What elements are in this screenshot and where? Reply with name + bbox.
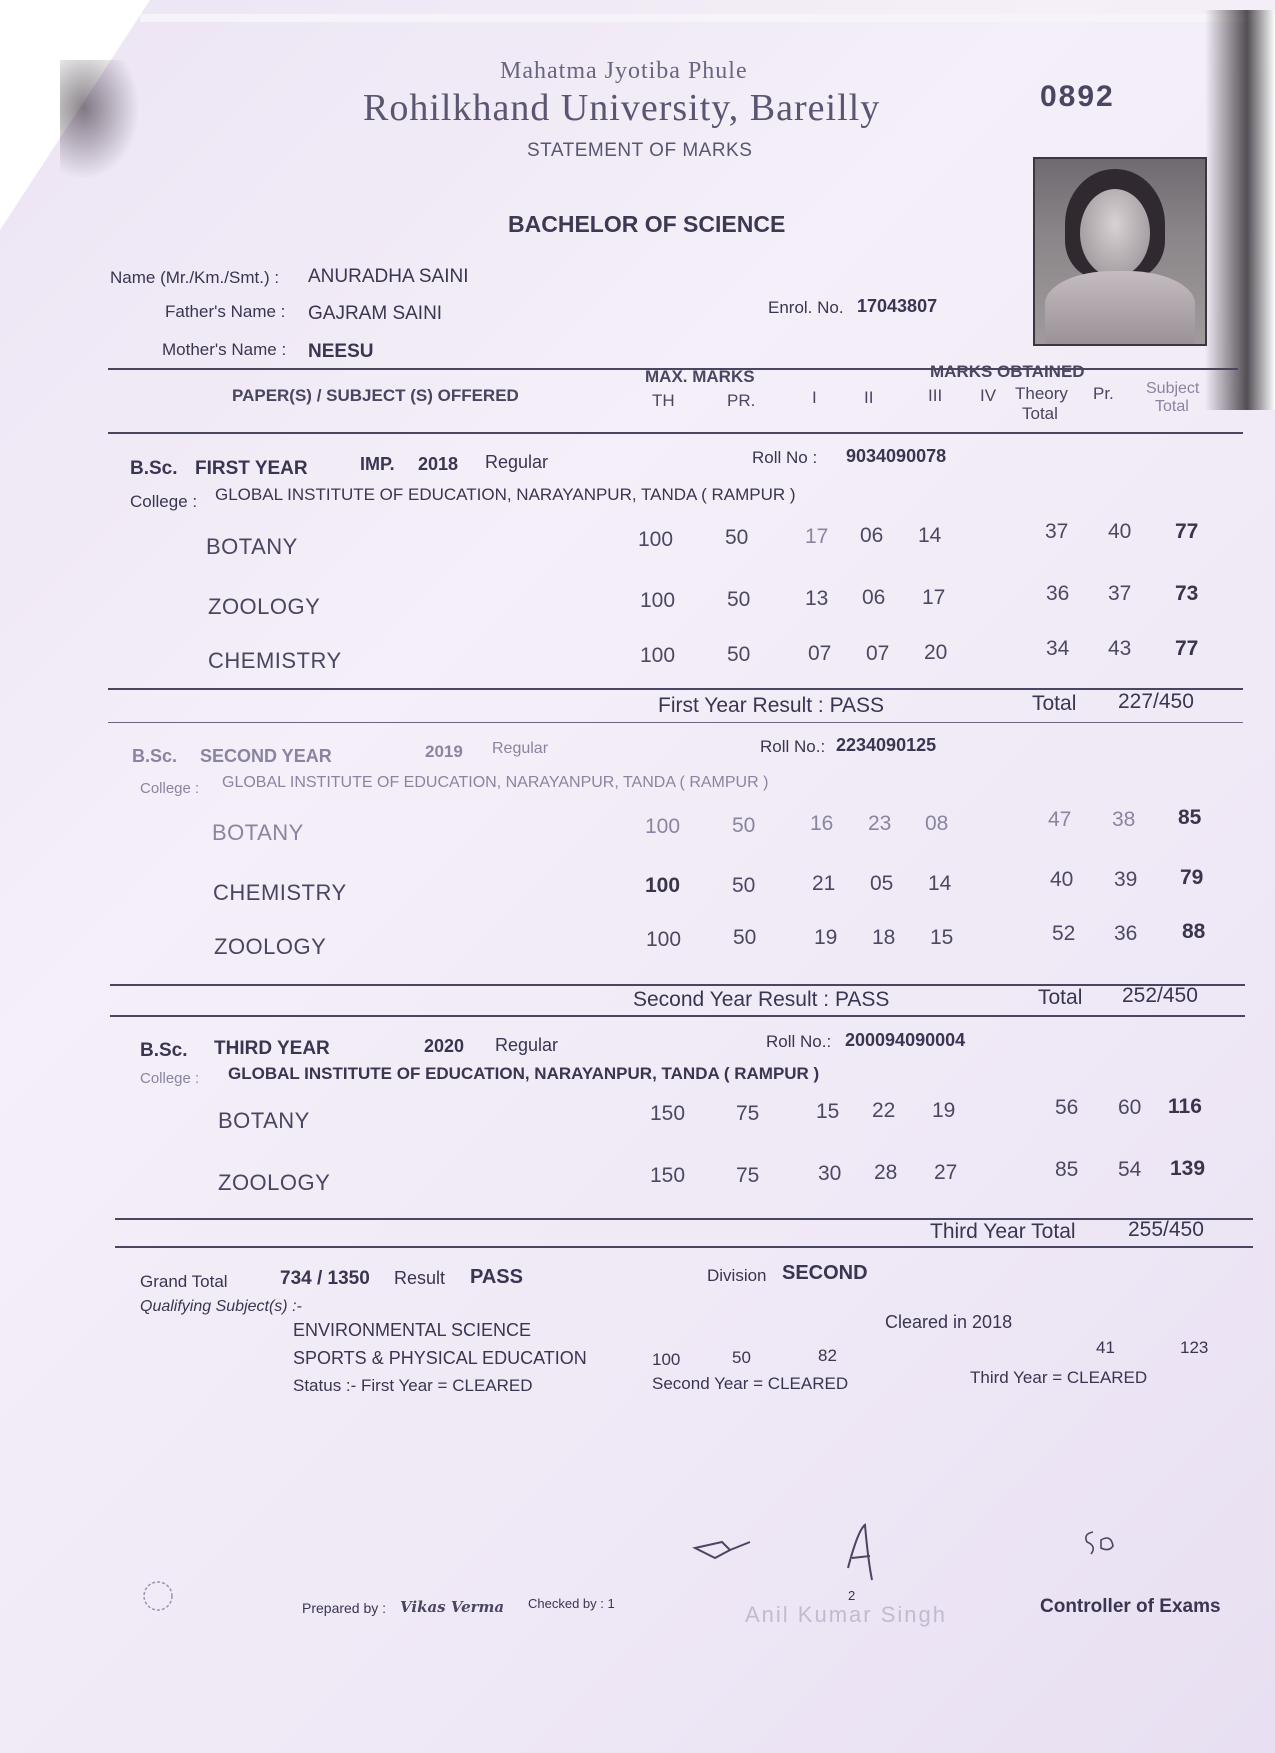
divider (110, 1015, 1245, 1017)
paper-i: 30 (818, 1162, 842, 1185)
signature-marks (680, 1520, 1080, 1610)
subject-name: CHEMISTRY (213, 880, 347, 905)
y1-college-label: College : (130, 492, 198, 511)
col-subject-total: Total (1155, 398, 1189, 415)
y1-course: B.Sc. (130, 458, 178, 479)
final-result: PASS (470, 1266, 523, 1288)
y1-college: GLOBAL INSTITUTE OF EDUCATION, NARAYANPUR, TANDA ( RAMPUR ) (215, 485, 796, 504)
max-pr: 50 (732, 874, 756, 897)
y1-total: 227/450 (1118, 690, 1194, 713)
divider (108, 688, 1243, 690)
y3-roll-label: Roll No.: (766, 1032, 832, 1051)
paper-i: 17 (805, 525, 829, 548)
subject-name: ZOOLOGY (208, 594, 321, 619)
paper-iii: 14 (918, 524, 942, 547)
y2-year: SECOND YEAR (200, 746, 332, 766)
q2-total: 123 (1180, 1338, 1209, 1357)
col-ii: II (864, 388, 874, 407)
q2-min: 50 (732, 1348, 751, 1367)
y2-college-label: College : (140, 780, 200, 797)
col-paper: PAPER(S) / SUBJECT (S) OFFERED (232, 386, 519, 405)
division-label: Division (707, 1266, 767, 1285)
theory-total: 47 (1048, 808, 1072, 831)
y3-college: GLOBAL INSTITUTE OF EDUCATION, NARAYANPUR, TANDA ( RAMPUR ) (228, 1064, 820, 1083)
paper-iii: 27 (934, 1161, 958, 1184)
qualifying-subject-1: ENVIRONMENTAL SCIENCE (293, 1320, 532, 1340)
mark-2: 2 (848, 1588, 856, 1603)
subject-total: 73 (1175, 582, 1199, 605)
division: SECOND (782, 1262, 868, 1284)
y3-year: THIRD YEAR (214, 1038, 330, 1059)
prepared-label: Prepared by : (302, 1600, 387, 1616)
y2-total-label: Total (1038, 986, 1083, 1009)
theory-total: 40 (1050, 868, 1074, 891)
theory-total: 34 (1046, 637, 1070, 660)
y3-session: 2020 (424, 1036, 465, 1056)
scan-shadow-left (60, 60, 140, 180)
status-second-year: Second Year = CLEARED (652, 1374, 849, 1393)
subject-name: ZOOLOGY (214, 934, 327, 959)
practical: 37 (1108, 582, 1132, 605)
father-label: Father's Name : (165, 302, 286, 321)
paper-ii: 06 (862, 586, 886, 609)
practical: 54 (1118, 1158, 1142, 1181)
y3-roll: 200094090004 (845, 1030, 966, 1050)
subject-total: 88 (1182, 920, 1206, 943)
max-th: 150 (650, 1164, 686, 1187)
divider (108, 722, 1243, 723)
q1-cleared: Cleared in 2018 (885, 1312, 1013, 1332)
max-pr: 50 (733, 926, 757, 949)
q2-max: 100 (652, 1350, 681, 1369)
col-iii: III (928, 386, 943, 405)
y3-college-label: College : (140, 1070, 200, 1087)
subject-total: 77 (1175, 637, 1199, 660)
col-pr-obt: Pr. (1093, 384, 1114, 403)
col-iv: IV (980, 386, 997, 405)
university-name: Rohilkhand University, Bareilly (363, 87, 881, 129)
practical: 36 (1114, 922, 1138, 945)
paper-iii: 15 (930, 926, 954, 949)
theory-total: 37 (1045, 520, 1069, 543)
q2-year2: 82 (818, 1346, 837, 1365)
mother-name: NEESU (308, 341, 374, 362)
max-pr: 75 (736, 1164, 760, 1187)
y2-roll: 2234090125 (836, 735, 937, 755)
y1-total-label: Total (1032, 692, 1077, 715)
y3-total: 255/450 (1128, 1218, 1204, 1241)
grand-total-label: Grand Total (140, 1272, 228, 1291)
col-subject: Subject (1146, 380, 1200, 397)
max-pr: 50 (732, 814, 756, 837)
seal-mark (140, 1578, 176, 1614)
paper-iii: 17 (922, 586, 946, 609)
practical: 40 (1108, 520, 1132, 543)
paper-iii: 14 (928, 872, 952, 895)
checked-label: Checked by : 1 (528, 1596, 615, 1611)
paper-i: 13 (805, 587, 829, 610)
paper-ii: 22 (872, 1099, 896, 1122)
max-pr: 75 (736, 1102, 760, 1125)
subject-total: 77 (1175, 520, 1199, 543)
result-label: Result (394, 1268, 446, 1288)
divider (115, 1218, 1253, 1220)
paper-ii: 18 (872, 926, 896, 949)
controller-of-exams: Controller of Exams (1040, 1596, 1221, 1617)
theory-total: 36 (1046, 582, 1070, 605)
theory-total: 52 (1052, 922, 1076, 945)
subject-name: ZOOLOGY (218, 1170, 331, 1195)
max-pr: 50 (727, 643, 751, 666)
practical: 43 (1108, 637, 1132, 660)
y2-roll-label: Roll No.: (760, 737, 826, 756)
divider (115, 1246, 1253, 1248)
q2-year3: 41 (1096, 1338, 1115, 1357)
subject-name: CHEMISTRY (208, 648, 342, 673)
y2-session: 2019 (425, 742, 463, 761)
paper-ii: 06 (860, 524, 884, 547)
status-first-year: Status :- First Year = CLEARED (293, 1376, 533, 1395)
y1-roll-label: Roll No : (752, 448, 818, 467)
col-i: I (812, 388, 817, 407)
enrol-number: 17043807 (857, 296, 938, 316)
max-th: 100 (645, 874, 681, 897)
subject-name: BOTANY (218, 1108, 310, 1133)
y1-type: Regular (485, 452, 549, 472)
y2-total: 252/450 (1122, 984, 1198, 1007)
status-third-year: Third Year = CLEARED (970, 1368, 1148, 1387)
paper-ii: 05 (870, 872, 894, 895)
subject-total: 116 (1168, 1095, 1202, 1118)
max-th: 100 (638, 528, 674, 551)
father-name: GAJRAM SAINI (308, 303, 443, 324)
col-marks-obtained: MARKS OBTAINED (930, 362, 1085, 381)
top-band (140, 14, 1270, 22)
header-line1: Mahatma Jyotiba Phule (500, 58, 748, 84)
paper-iii: 20 (924, 641, 948, 664)
subject-total: 79 (1180, 866, 1204, 889)
max-pr: 50 (727, 588, 751, 611)
y3-type: Regular (495, 1035, 559, 1055)
paper-i: 19 (814, 926, 838, 949)
student-photo (1033, 157, 1207, 346)
max-th: 100 (645, 815, 681, 838)
y3-course: B.Sc. (140, 1040, 188, 1061)
paper-iii: 19 (932, 1099, 956, 1122)
col-theory-total: Total (1022, 404, 1058, 423)
y1-year: FIRST YEAR (195, 458, 308, 479)
y1-session: 2018 (418, 454, 459, 474)
y2-result: Second Year Result : PASS (633, 988, 890, 1011)
subject-name: BOTANY (206, 534, 298, 559)
subject-total: 85 (1178, 806, 1202, 829)
practical: 60 (1118, 1096, 1142, 1119)
paper-ii: 28 (874, 1161, 898, 1184)
practical: 38 (1112, 808, 1136, 831)
degree-title: BACHELOR OF SCIENCE (508, 211, 786, 237)
paper-i: 07 (808, 642, 832, 665)
theory-total: 85 (1055, 1158, 1079, 1181)
paper-iii: 08 (925, 812, 949, 835)
col-th: TH (652, 391, 675, 410)
y2-course: B.Sc. (132, 746, 178, 766)
mother-label: Mother's Name : (162, 340, 287, 359)
qualifying-subject-2: SPORTS & PHYSICAL EDUCATION (293, 1348, 587, 1368)
practical: 39 (1114, 868, 1138, 891)
subject-total: 139 (1170, 1157, 1206, 1180)
enrol-label: Enrol. No. (768, 298, 844, 317)
max-th: 100 (646, 928, 682, 951)
max-pr: 50 (725, 526, 749, 549)
y1-imp: IMP. (360, 454, 395, 474)
grand-total: 734 / 1350 (280, 1268, 370, 1289)
y2-type: Regular (492, 740, 549, 757)
signature-initials (1075, 1520, 1125, 1560)
col-max-marks: MAX. MARKS (645, 367, 755, 386)
serial-number: 0892 (1040, 80, 1115, 113)
paper-ii: 23 (868, 812, 892, 835)
max-th: 100 (640, 589, 676, 612)
y1-roll: 9034090078 (846, 446, 947, 466)
y1-result: First Year Result : PASS (658, 694, 885, 717)
statement-title: STATEMENT OF MARKS (527, 140, 753, 161)
paper-i: 15 (816, 1100, 840, 1123)
subject-name: BOTANY (212, 820, 304, 845)
paper-i: 21 (812, 872, 836, 895)
student-name: ANURADHA SAINI (308, 266, 469, 287)
max-th: 150 (650, 1102, 686, 1125)
max-th: 100 (640, 644, 676, 667)
theory-total: 56 (1055, 1096, 1079, 1119)
name-label: Name (Mr./Km./Smt.) : (110, 268, 280, 287)
col-pr: PR. (727, 391, 756, 410)
prepared-by: Vikas Verma (400, 1598, 505, 1616)
paper-i: 16 (810, 812, 834, 835)
col-theory: Theory (1015, 384, 1068, 403)
y2-college: GLOBAL INSTITUTE OF EDUCATION, NARAYANPUR, TANDA ( RAMPUR ) (222, 774, 769, 791)
paper-ii: 07 (866, 642, 890, 665)
divider (108, 432, 1243, 434)
qualifying-label: Qualifying Subject(s) :- (140, 1298, 302, 1315)
controller-name-faded: Anil Kumar Singh (745, 1602, 947, 1627)
y3-total-label: Third Year Total (930, 1220, 1076, 1243)
scan-shadow-right (1205, 10, 1275, 410)
